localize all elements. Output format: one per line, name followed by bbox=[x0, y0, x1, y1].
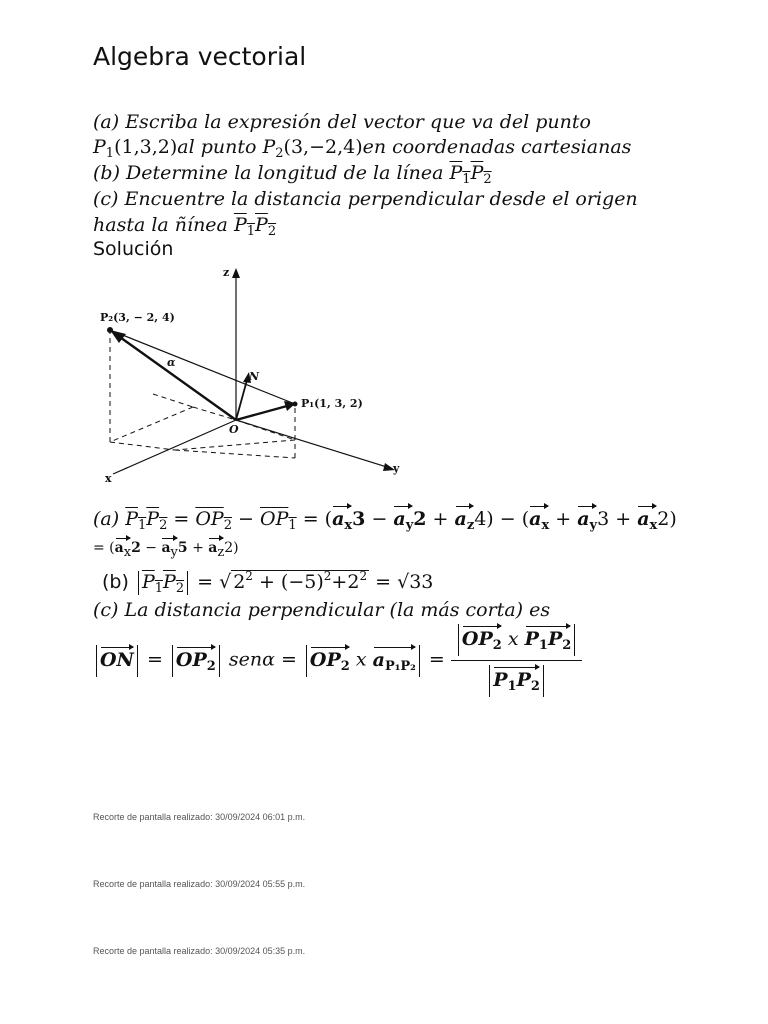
answer-c-formula: ON = $OP_2$ $sen\alpha = OP_2$ x $a_{P_1P_2}$ = $\frac{OP_2 x P_1P_2}{P_1P_2}$ bbox=[93, 624, 582, 697]
vector-diagram bbox=[95, 262, 415, 487]
p2-label: P₂(3, − 2, 4) bbox=[100, 311, 175, 324]
answer-c-line: (c) La distancia perpendicular (la más corta) es bbox=[93, 599, 551, 621]
screenshot-note: Recorte de pantalla realizado: 30/09/2024 05:35 p.m. bbox=[93, 946, 306, 956]
z-axis-label: z bbox=[223, 266, 230, 279]
answer-a-line-2: = (ax2 − ay5 + az2) bbox=[93, 540, 239, 560]
question-c-line-1: (c) Encuentre la distancia perpendicular desde el origen bbox=[93, 188, 638, 210]
alpha-label: α bbox=[167, 356, 176, 369]
solution-label: Solución bbox=[93, 238, 174, 260]
y-axis-label: y bbox=[393, 462, 400, 475]
screenshot-note: Recorte de pantalla realizado: 30/09/2024 06:01 p.m. bbox=[93, 812, 306, 822]
question-b-line: (b) Determine la longitud de la línea $P_1P_2$ bbox=[93, 162, 492, 187]
point-p1 bbox=[293, 402, 298, 407]
answer-b: (b) $P_1P_2$ = √ $2^2 + (-5)^2+2^2 = √33$ bbox=[102, 569, 434, 596]
question-c-line-2: hasta la ñínea $P_1P_2$ bbox=[93, 214, 277, 239]
n-label: N bbox=[249, 370, 260, 383]
screenshot-note: Recorte de pantalla realizado: 30/09/2024 05:55 p.m. bbox=[93, 879, 306, 889]
p1-label: P₁(1, 3, 2) bbox=[301, 397, 363, 410]
question-a-line-2: $P_1(1,3,2)al$ punto $P_2(3,-2,4)en$ coordenadas cartesianas bbox=[93, 136, 632, 161]
origin-label: O bbox=[229, 423, 239, 436]
answer-a: (a) $P_1P_2 = OP_2 - OP_1 = (a_x3 - a_y2 + a_z4) - (a_x + a_y3 + a_x2)$ bbox=[93, 508, 677, 533]
point-p2 bbox=[107, 327, 113, 333]
page-title: Algebra vectorial bbox=[93, 42, 307, 71]
question-a-line-1: (a) Escriba la expresión del vector que va del punto bbox=[93, 111, 591, 133]
x-axis-label: x bbox=[105, 472, 112, 485]
